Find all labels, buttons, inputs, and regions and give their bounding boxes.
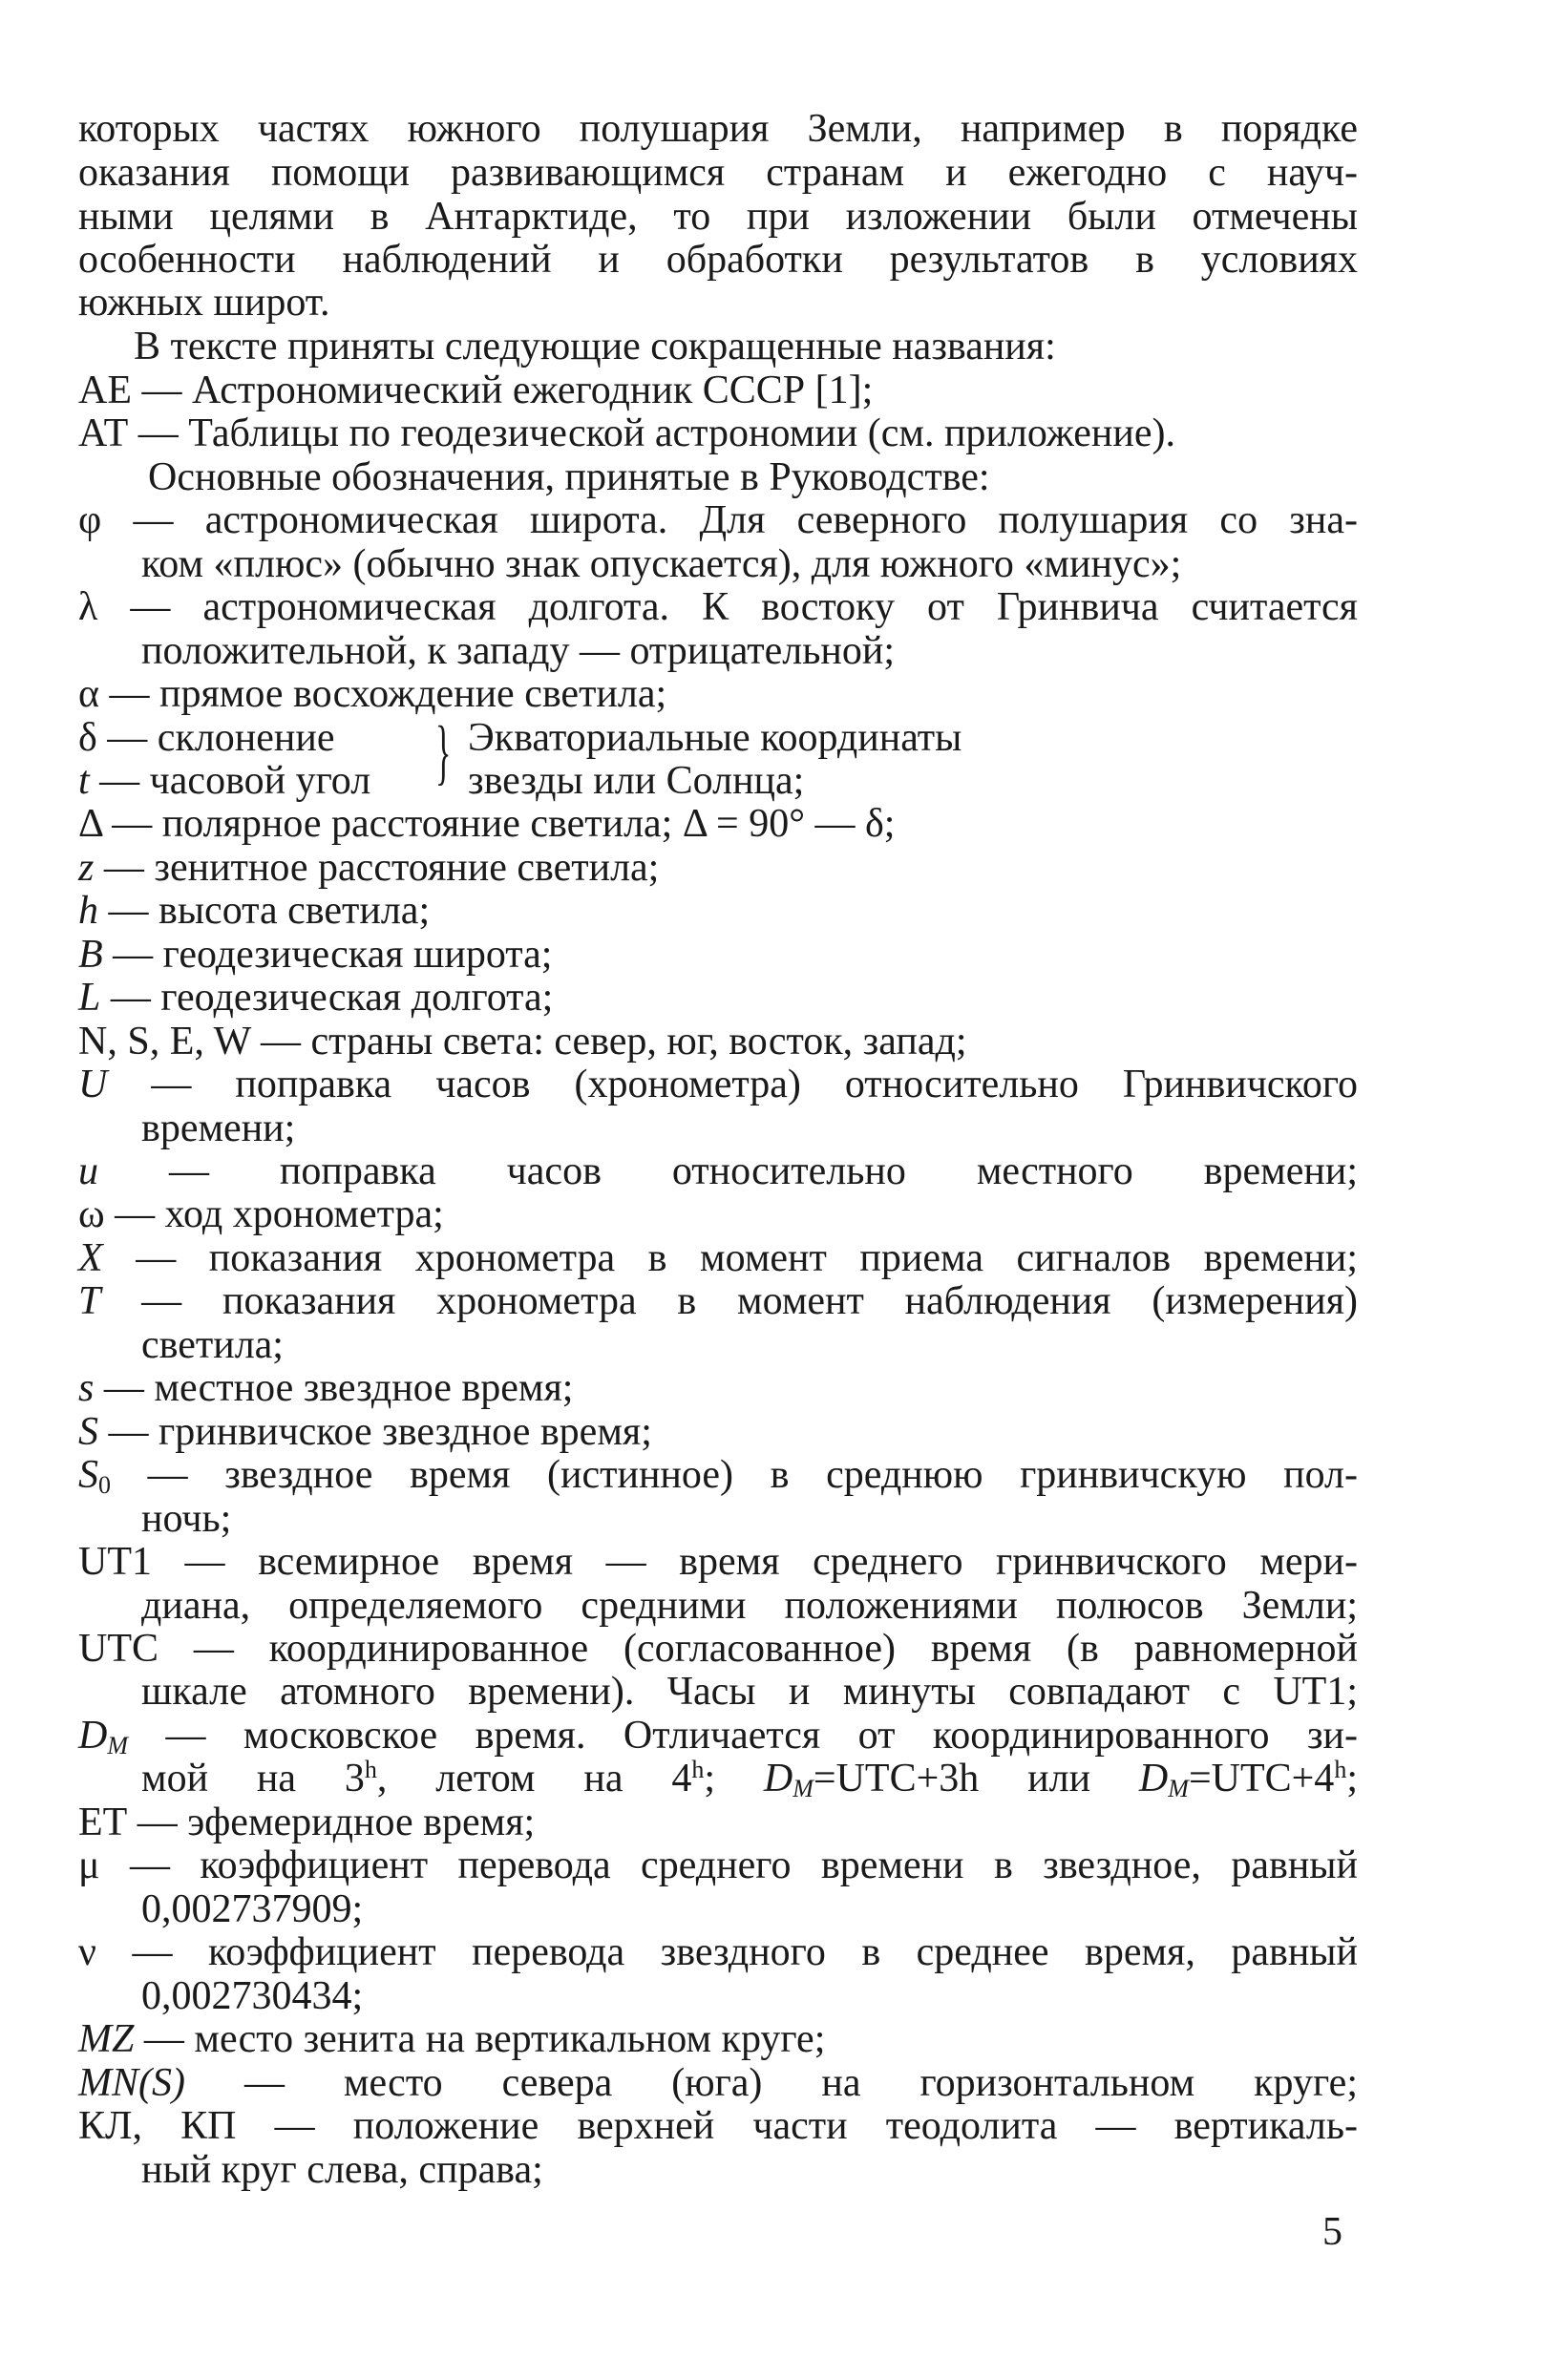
symbol-T: T <box>78 1279 101 1323</box>
notation-kl: КЛ, КП — положение верхней части теодолита — вертикаль- <box>78 2104 1358 2148</box>
notation-mu: μ — коэффициент перевода среднего времени в звездное, равный <box>78 1843 1358 1887</box>
brace-text-2: звезды или Солнца; <box>468 759 805 803</box>
page-number: 5 <box>1322 2210 1342 2254</box>
notation-MN: MN(S) — место севера (юга) на горизонтальном круге; <box>78 2061 1358 2105</box>
notation-MZ: MZ — место зенита на вертикальном круге; <box>78 2017 826 2061</box>
intro-line-2: оказания помощи развивающимся странам и ежегодно с науч- <box>78 151 1358 195</box>
notation-S0-cont: ночь; <box>141 1497 232 1541</box>
notation-h: h — высота светила; <box>78 889 431 933</box>
intro-line-4: особенности наблюдений и обработки результатов в условиях <box>78 238 1358 282</box>
notation-z: z — зенитное расстояние светила; <box>78 846 660 890</box>
symbol-nu: ν <box>78 1930 96 1974</box>
symbol-MZ: MZ <box>78 2017 135 2061</box>
symbol-s: s <box>78 1366 95 1410</box>
intro-line-5: южных широт. <box>78 281 330 325</box>
symbol-phi: φ <box>78 498 102 542</box>
symbol-mu: μ <box>78 1843 100 1887</box>
notation-S: S — гринвичское звездное время; <box>78 1410 652 1454</box>
intro-line-1: которых частях южного полушария Земли, например в порядке <box>78 107 1358 151</box>
brace-text-1: Экваториальные координаты <box>468 716 962 760</box>
symbol-z: z <box>78 846 95 890</box>
notation-mu-cont: 0,002737909; <box>141 1887 364 1931</box>
abbrev-ae: АЕ — Астрономический ежегодник СССР [1]; <box>78 369 874 412</box>
symbol-L: L <box>78 976 101 1020</box>
abbrev-heading: В тексте приняты следующие сокращенные названия: <box>134 325 1056 369</box>
notation-nu-cont: 0,002730434; <box>141 1974 364 2018</box>
notation-Delta: Δ — полярное расстояние светила; Δ = 90° — δ; <box>78 802 896 846</box>
symbol-t: t <box>78 759 90 803</box>
symbol-B: B <box>78 933 103 977</box>
abbrev-at: АТ — Таблицы по геодезической астрономии (см. приложение). <box>78 411 1175 455</box>
notation-et: ЕТ — эфемеридное время; <box>78 1801 536 1844</box>
notation-U-cont: времени; <box>141 1106 296 1150</box>
symbol-X: X <box>78 1236 103 1280</box>
notation-kl-cont: ный круг слева, справа; <box>141 2148 543 2192</box>
notation-s: s — местное звездное время; <box>78 1366 574 1410</box>
notation-nu: ν — коэффициент перевода звездного в среднее время, равный <box>78 1930 1358 1974</box>
notation-phi: φ — астрономическая широта. Для северного полушария со зна- <box>78 498 1358 542</box>
symbol-alpha: α <box>78 672 100 716</box>
notation-delta: δ — склонение <box>78 716 335 760</box>
symbol-omega: ω <box>78 1192 105 1236</box>
curly-brace: } <box>435 712 452 792</box>
symbol-MN: MN(S) <box>78 2061 185 2105</box>
notation-U: U — поправка часов (хронометра) относительно Гринвичского <box>78 1063 1358 1106</box>
notation-X: X — показания хронометра в момент приема сигналов времени; <box>78 1236 1358 1280</box>
notation-heading: Основные обозначения, принятые в Руководстве: <box>148 455 990 499</box>
notation-T: T — показания хронометра в момент наблюдения (измерения) <box>78 1279 1358 1323</box>
notation-lambda-cont: положительной, к западу — отрицательной; <box>141 629 896 673</box>
symbol-u: u <box>78 1149 98 1193</box>
notation-T-cont: светила; <box>141 1323 284 1367</box>
notation-nsew: N, S, E, W — страны света: север, юг, восток, запад; <box>78 1020 967 1064</box>
notation-utc-cont: шкале атомного времени). Часы и минуты совпадают с UT1; <box>141 1670 1358 1714</box>
notation-DM-cont: мой на 3$^h$, летом на 4$^h$; $D_M=UTC+3h$ или $D_M=UTC+4^h$; <box>141 1756 1358 1802</box>
symbol-Delta: Δ <box>78 802 102 846</box>
symbol-S0: S <box>78 1453 98 1497</box>
intro-line-3: ными целями в Антарктиде, то при изложении были отмечены <box>78 195 1358 239</box>
notation-S0: $S_0$ — звездное время (истинное) в среднюю гринвичскую пол- <box>78 1453 1358 1499</box>
notation-phi-cont: ком «плюс» (обычно знак опускается), для южного «минус»; <box>141 542 1182 586</box>
notation-ut1: UT1 — всемирное время — время среднего гринвичского мери- <box>78 1540 1358 1584</box>
notation-alpha: α — прямое восхождение светила; <box>78 672 667 716</box>
symbol-h: h <box>78 889 98 933</box>
symbol-lambda: λ <box>78 585 98 629</box>
notation-utc: UTC — координированное (согласованное) время (в равномерной <box>78 1627 1358 1671</box>
notation-omega: ω — ход хронометра; <box>78 1192 444 1236</box>
symbol-DM: D <box>78 1714 108 1758</box>
notation-ut1-cont: диана, определяемого средними положениями полюсов Земли; <box>141 1584 1358 1628</box>
symbol-U: U <box>78 1063 108 1106</box>
notation-t: t — часовой угол <box>78 759 371 803</box>
notation-L: L — геодезическая долгота; <box>78 976 554 1020</box>
notation-lambda: λ — астрономическая долгота. К востоку от Гринвича считается <box>78 585 1358 629</box>
notation-u: u — поправка часов относительно местного времени; <box>78 1149 1358 1193</box>
symbol-S: S <box>78 1410 98 1454</box>
notation-DM: $D_M$ — московское время. Отличается от координированного зи- <box>78 1714 1358 1759</box>
notation-B: B — геодезическая широта; <box>78 933 553 977</box>
symbol-delta: δ <box>78 716 97 760</box>
